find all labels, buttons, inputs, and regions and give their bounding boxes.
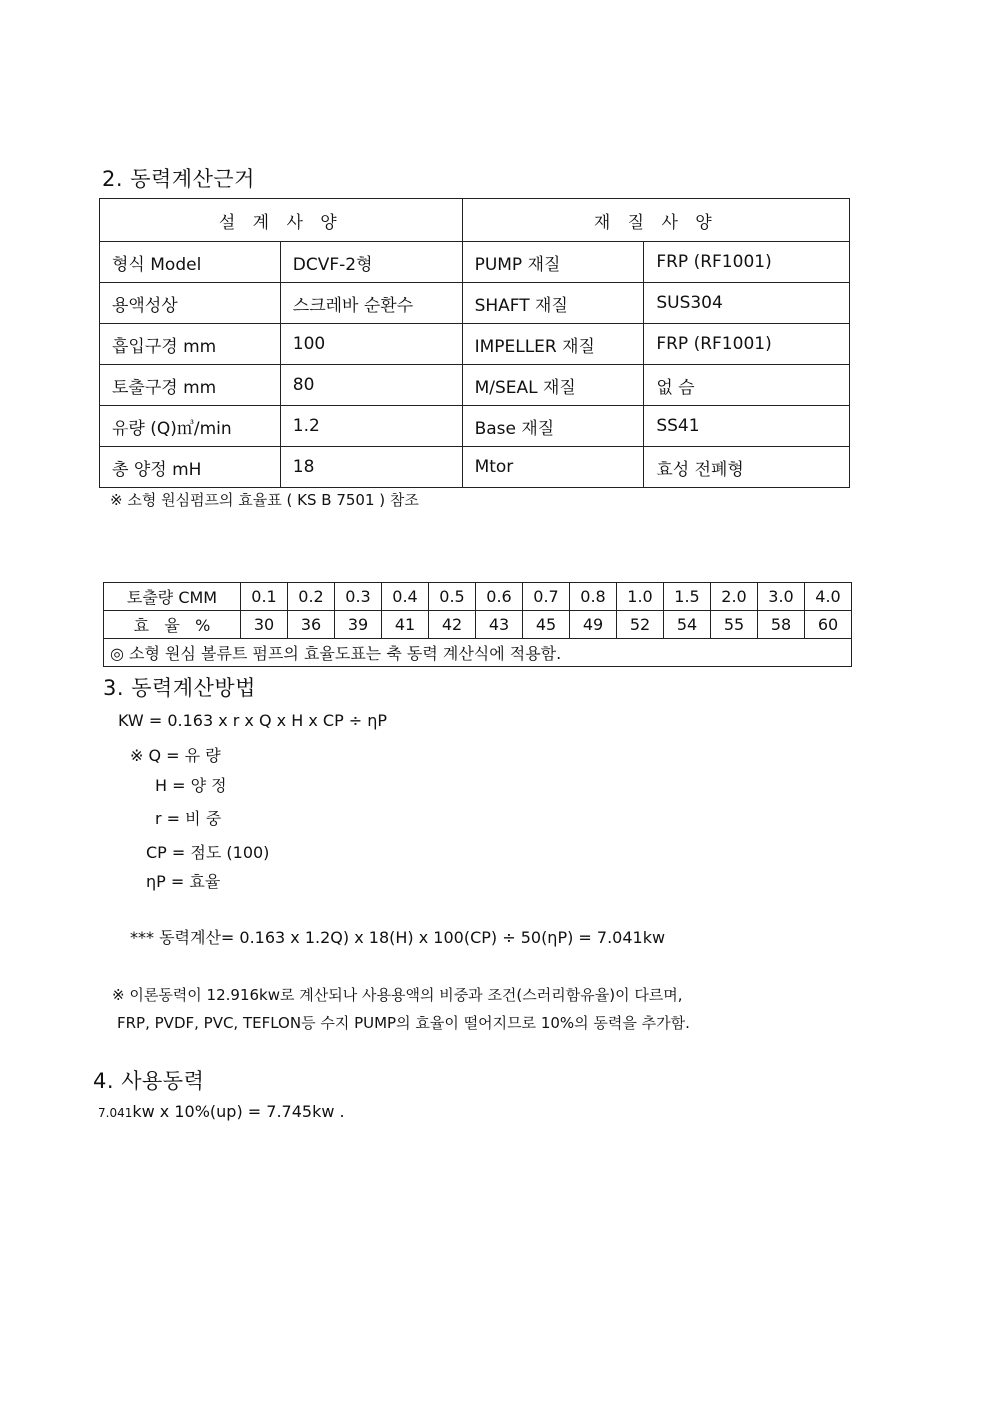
result-base-value: 7.041 — [98, 1106, 133, 1120]
efficiency-label: 효 율 % — [104, 611, 241, 639]
discharge-value: 4.0 — [805, 583, 852, 611]
material-value: SUS304 — [644, 283, 850, 324]
resin-pump-note: FRP, PVDF, PVC, TEFLON등 수지 PUMP의 효율이 떨어지므로 10%의 동력을 추가함. — [117, 1014, 690, 1032]
material-label: SHAFT 재질 — [462, 283, 644, 324]
table-row — [100, 447, 850, 488]
definition-specific-gravity: r = 비 중 — [155, 809, 222, 828]
efficiency-value: 39 — [335, 611, 382, 639]
definition-viscosity: CP = 점도 (100) — [146, 843, 270, 862]
used-power-result — [98, 1102, 345, 1121]
spec-value: DCVF-2형 — [280, 242, 462, 283]
table-row — [100, 324, 850, 365]
efficiency-value: 36 — [288, 611, 335, 639]
material-value: 없 슴 — [644, 365, 850, 406]
efficiency-value: 54 — [664, 611, 711, 639]
material-label: Mtor — [462, 447, 644, 488]
efficiency-value: 55 — [711, 611, 758, 639]
efficiency-note: ◎ 소형 원심 볼류트 펌프의 효율도표는 축 동력 계산식에 적용함. — [104, 639, 852, 667]
discharge-value: 0.1 — [241, 583, 288, 611]
efficiency-value: 60 — [805, 611, 852, 639]
efficiency-table — [103, 582, 852, 667]
efficiency-value: 41 — [382, 611, 429, 639]
efficiency-value: 52 — [617, 611, 664, 639]
efficiency-row — [104, 611, 852, 639]
table-row — [100, 242, 850, 283]
material-label: IMPELLER 재질 — [462, 324, 644, 365]
discharge-value: 0.2 — [288, 583, 335, 611]
spec-value: 18 — [280, 447, 462, 488]
spec-label: 흡입구경 mm — [100, 324, 281, 365]
spec-header-row — [100, 199, 850, 242]
spec-value: 1.2 — [280, 406, 462, 447]
theory-power-note: ※ 이론동력이 12.916kw로 계산되나 사용용액의 비중과 조건(스러리함유율)이 다르며, — [112, 986, 683, 1004]
discharge-value: 0.3 — [335, 583, 382, 611]
definition-efficiency: ηP = 효율 — [146, 872, 221, 891]
discharge-value: 0.7 — [523, 583, 570, 611]
discharge-value: 0.8 — [570, 583, 617, 611]
definition-flow: ※ Q = 유 량 — [130, 746, 221, 765]
spec-value: 100 — [280, 324, 462, 365]
spec-label: 총 양정 mH — [100, 447, 281, 488]
definition-head: H = 양 정 — [155, 776, 227, 795]
discharge-value: 0.5 — [429, 583, 476, 611]
material-label: PUMP 재질 — [462, 242, 644, 283]
table-row — [100, 406, 850, 447]
efficiency-value: 42 — [429, 611, 476, 639]
spec-label: 토출구경 mm — [100, 365, 281, 406]
material-value: FRP (RF1001) — [644, 324, 850, 365]
power-formula: KW = 0.163 x r x Q x H x CP ÷ ηP — [118, 711, 388, 730]
discharge-value: 0.6 — [476, 583, 523, 611]
power-calculation: *** 동력계산= 0.163 x 1.2Q) x 18(H) x 100(CP) ÷ 50(ηP) = 7.041kw — [130, 928, 666, 947]
spec-label: 형식 Model — [100, 242, 281, 283]
spec-label: 유량 (Q)㎥/min — [100, 406, 281, 447]
section4-heading: 4. 사용동력 — [93, 1069, 205, 1093]
section3-heading: 3. 동력계산방법 — [103, 676, 256, 700]
result-expression: kw x 10%(up) = 7.745kw . — [132, 1102, 345, 1121]
spec-table — [99, 198, 850, 488]
spec-value: 스크레바 순환수 — [280, 283, 462, 324]
spec-value: 80 — [280, 365, 462, 406]
material-value: FRP (RF1001) — [644, 242, 850, 283]
material-label: M/SEAL 재질 — [462, 365, 644, 406]
ks-reference-note: ※ 소형 원심펌프의 효율표 ( KS B 7501 ) 참조 — [110, 491, 419, 509]
efficiency-value: 43 — [476, 611, 523, 639]
material-value: 효성 전폐형 — [644, 447, 850, 488]
material-value: SS41 — [644, 406, 850, 447]
design-spec-header: 설 계 사 양 — [100, 199, 463, 242]
efficiency-value: 45 — [523, 611, 570, 639]
table-row — [100, 365, 850, 406]
material-spec-header: 재 질 사 양 — [462, 199, 849, 242]
discharge-row — [104, 583, 852, 611]
efficiency-value: 30 — [241, 611, 288, 639]
efficiency-value: 58 — [758, 611, 805, 639]
discharge-value: 1.5 — [664, 583, 711, 611]
discharge-value: 2.0 — [711, 583, 758, 611]
discharge-value: 1.0 — [617, 583, 664, 611]
section2-heading: 2. 동력계산근거 — [102, 167, 255, 191]
spec-label: 용액성상 — [100, 283, 281, 324]
material-label: Base 재질 — [462, 406, 644, 447]
discharge-value: 0.4 — [382, 583, 429, 611]
efficiency-value: 49 — [570, 611, 617, 639]
discharge-label: 토출량 CMM — [104, 583, 241, 611]
table-row — [100, 283, 850, 324]
efficiency-note-row — [104, 639, 852, 667]
discharge-value: 3.0 — [758, 583, 805, 611]
